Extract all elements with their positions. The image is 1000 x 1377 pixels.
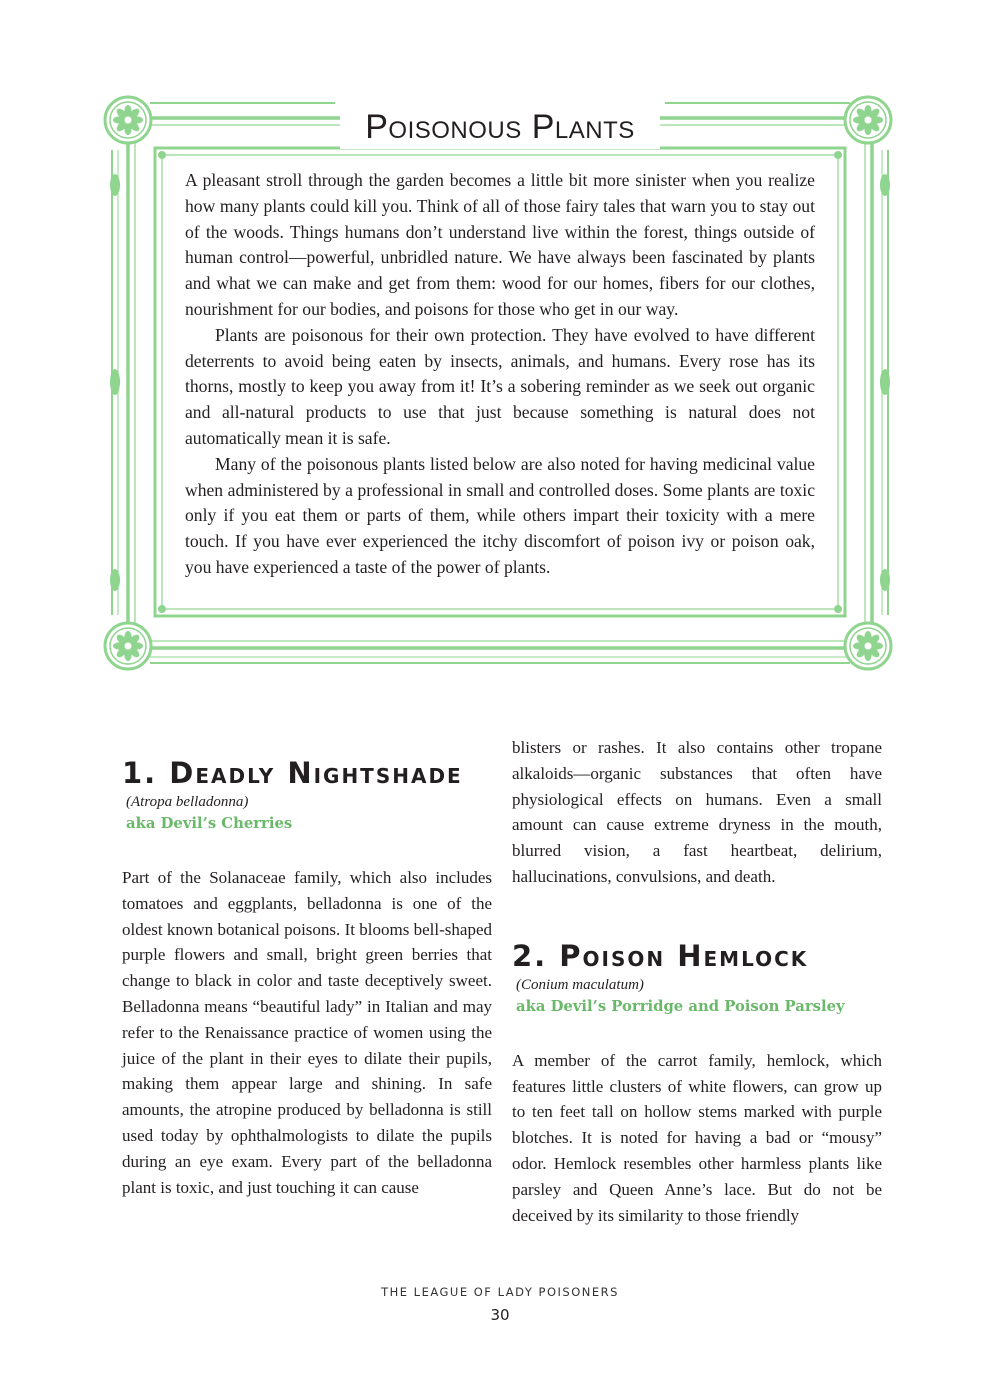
page-title: Poisonous Plants (340, 105, 660, 149)
entry-text: A member of the carrot family, hemlock, which features little clusters of white flowers, can grow up to ten feet tall on hollow stems marked with purple blotches. It is noted for having a bad or “mousy” odor. Hemlock resembles other harmless plants like parsley and Queen Anne’s lace. But do not be deceived by its similarity to those friendly (512, 1050, 882, 1225)
section-title-hemlock: 2. Poison Hemlock (512, 938, 809, 973)
aka-name: aka Devil’s Cherries (126, 815, 293, 832)
page-number: 30 (490, 1306, 510, 1324)
right-column (512, 735, 882, 1228)
running-footer: THE LEAGUE OF LADY POISONERS (381, 1285, 619, 1299)
scientific-name: (Conium maculatum) (516, 976, 644, 993)
aka-name: aka Devil’s Porridge and Poison Parsley (516, 997, 845, 1015)
intro-paragraph: A pleasant stroll through the garden becomes a little bit more sinister when you realize how many plants could kill you. Think of all of those fairy tales that warn you to stay out of the woods. Things humans don’t understand live within the forest, things outside of human control—powerful, unbridled nature. We have always been fascinated by plants and what we can make and get from them: wood for our homes, fibers for our clothes, nourishment for our bodies, and poisons for those who get in our way. (185, 170, 815, 319)
intro-text (185, 168, 815, 581)
scientific-name: (Atropa belladonna) (126, 794, 249, 810)
entry-text: Part of the Solanaceae family, which also includes tomatoes and eggplants, belladonna is one of the oldest known botanical poisons. It blooms bell-shaped purple flowers and small, bright green berries that change to black in color and taste deceptively sweet. Belladonna means “beautiful lady” in Italian and may refer to the Renaissance practice of women using the juice of the plant in their eyes to dilate their pupils, making them appear large and shining. In safe amounts, the atropine produced by belladonna is still used today by ophthalmologists to dilate the pupils during an eye exam. Every part of the belladonna plant is toxic, and just touching it can cause (122, 868, 492, 1197)
section-title-nightshade: 1. Deadly Nightshade (122, 756, 463, 790)
intro-paragraph: Plants are poisonous for their own protection. They have evolved to have different deterrents to avoid being eaten by insects, animals, and humans. Every rose has its thorns, mostly to keep you away from it! It’s a sobering reminder as we seek out organic and all-natural products to use that just because something is natural does not automatically mean it is safe. (185, 324, 815, 448)
left-column (122, 735, 492, 1200)
continued-text: blisters or rashes. It also contains other tropane alkaloids—organic substances that often have physiological effects on humans. Even a small amount can cause extreme dryness in the mouth, blurred vision, a fast heartbeat, delirium, hallucinations, convulsions, and death. (512, 738, 882, 886)
intro-paragraph: Many of the poisonous plants listed below are also noted for having medicinal value when administered by a professional in small and controlled doses. Some plants are toxic only if you eat them or parts of them, while others impart their toxicity with a mere touch. If you have ever experienced the itchy discomfort of poison ivy or poison oak, you have experienced a taste of the power of plants. (185, 453, 815, 577)
